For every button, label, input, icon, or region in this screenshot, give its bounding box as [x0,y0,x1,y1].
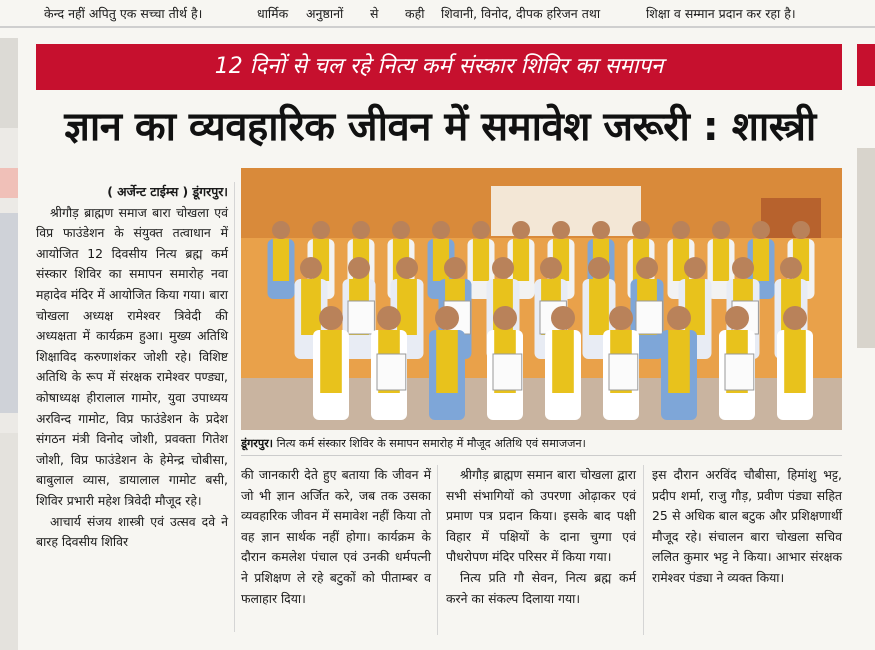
person-head [588,257,610,279]
column-divider [234,182,235,632]
col3-paragraph-1: श्रीगौड़ ब्राह्मण समान बारा चोखला द्वारा सभी संभागियों को उपरणा ओढ़ाकर एवं प्रमाण पत्र प्रदान किया। इसके बाद पक्षी विहार में पक्षियों के दाना चुग्गा एवं पौधरोपण मंदिर परिसर में किया गया। [446,467,636,565]
prev-text-5: कही [405,6,425,21]
person-head [377,306,401,330]
person-scarf [552,330,574,393]
left-page-edge [0,38,18,650]
prev-text-3: अनुष्ठानों [306,6,344,21]
certificate [725,354,754,390]
person-head [435,306,459,330]
person-scarf [753,239,769,281]
person-head [636,257,658,279]
previous-article-strip [0,0,875,26]
group-photo-illustration [241,168,842,430]
article-column-1 [36,182,228,553]
person-head [712,221,730,239]
person-scarf [273,239,289,281]
person-head [472,221,490,239]
person-head [396,257,418,279]
person-head [551,306,575,330]
person-head [492,257,514,279]
person-head [319,306,343,330]
certificate [493,354,522,390]
person-scarf [713,239,729,281]
person-scarf [668,330,690,393]
article-column-4 [652,465,842,589]
person-head [392,221,410,239]
person-head [493,306,517,330]
person-head [592,221,610,239]
col3-paragraph-2: नित्य प्रति गौ सेवन, नित्य ब्रह्म कर्म करने का संकल्प दिलाया गया। [446,569,636,606]
person-scarf [320,330,342,393]
person-head [272,221,290,239]
person-scarf [301,279,321,335]
caption-text: नित्य कर्म संस्कार शिविर के समापन समारोह में मौजूद अतिथि एवं समाजजन। [273,437,586,450]
person-scarf [397,279,417,335]
person-head [780,257,802,279]
person-scarf [513,239,529,281]
person-head [512,221,530,239]
certificate [348,301,374,334]
prev-text-4: से [370,6,379,21]
person-scarf [473,239,489,281]
col1-paragraph-1: श्रीगौड़ ब्राह्मण समाज बारा चोखला एवं विप्र फाउंडेशन के संयुक्त तत्वाधान में आयोजित 12 दिवसीय नित्य ब्रह्म कर्म संस्कार शिविर का समापन समारोह नवा महादेव मंदिर में आयोजित किया गया। बारा चोखला अध्यक्ष रामेश्वर त्रिवेदी की अध्यक्षता में कार्यक्रम हुआ। मुख्य अतिथि शिक्षाविद करुणाशंकर जोशी रहे। विशिष्ट अतिथि के रूप में संरक्षक रामेश्वर पण्ड्या, कोषाध्यक्ष हीरालाल गामोर, युवा उपाध्यय अरविन्द गामोट, विप्र फाउंडेशन के प्रदेश संगठन मंत्री विनोद जोशी, प्रवक्ता गितेश जोशी, विप्र फाउंडेशन के हेमेन्द्र चोबीसा, बाबुलाल व्यास, डायालाल गामोट बसी, शिविर प्रभारी महेश त्रिवेदी मौजूद रहे। [36,204,228,508]
person-head [732,257,754,279]
right-page-edge [857,38,875,650]
group-photo [241,168,842,430]
article-column-2 [241,465,431,609]
column-divider [643,465,644,635]
top-divider [0,26,875,28]
prev-text-6: शिवानी, विनोद, दीपक हरिजन तथा [441,6,601,21]
person-head [444,257,466,279]
col1-paragraph-2: आचार्य संजय शास्त्री एवं उत्सव दवे ने बारह दिवसीय शिविर [36,513,228,550]
page-title: ज्ञान का व्यवहारिक जीवन में समावेश जरूरी : शास्त्री [64,104,816,150]
person-head [312,221,330,239]
col4-paragraph: इस दौरान अरविंद चौबीसा, हिमांशु भट्ट, प्रदीप शर्मा, राजु गौड़, प्रवीण पंड्या सहित 25 से अधिक बाल बटुक और प्रशिक्षणार्थी मौजूद रहे। संचालन बारा चोखला सचिव ललित कुमार भट्ट ने किया। आभार संरक्षक रामेश्वर पंड्या ने व्यक्त किया। [652,467,842,585]
person-head [783,306,807,330]
person-head [609,306,633,330]
column-divider [437,465,438,635]
person-scarf [685,279,705,335]
person-scarf [589,279,609,335]
person-head [725,306,749,330]
person-head [432,221,450,239]
dateline: ( अर्जेन्ट टाईम्स ) डूंगरपुर। [107,184,228,199]
caption-place: डूंगरपुर। [241,437,274,450]
article-column-3 [446,465,636,609]
person-head [352,221,370,239]
certificate [636,301,662,334]
photo-caption [241,433,842,456]
prev-text-7: शिक्षा व सम्मान प्रदान कर रहा है। [646,6,796,21]
person-head [684,257,706,279]
prev-text-2: धार्मिक [257,6,289,21]
person-head [752,221,770,239]
col2-paragraph: की जानकारी देते हुए बताया कि जीवन में जो भी ज्ञान अर्जित करे, जब तक उसका व्यवहारिक जीवन में समावेश नहीं किया तो वह ज्ञान सार्थक नहीं होगा। कार्यक्रम के दौरान कमलेश पंचाल एवं उनकी धर्मपत्नी ने प्रशिक्षण ले रहे बटुकों को पीताम्बर व फलाहार दिया। [241,467,431,606]
person-scarf [436,330,458,393]
person-head [552,221,570,239]
prev-text-1: केन्द नहीं अपितु एक सच्चा तीर्थ है। [44,6,203,21]
person-head [667,306,691,330]
person-head [672,221,690,239]
certificate [377,354,406,390]
person-head [540,257,562,279]
person-head [792,221,810,239]
certificate [609,354,638,390]
person-head [300,257,322,279]
person-scarf [784,330,806,393]
person-head [632,221,650,239]
person-head [348,257,370,279]
subheadline-bar: 12 दिनों से चल रहे नित्य कर्म संस्कार शिविर का समापन [36,44,842,90]
